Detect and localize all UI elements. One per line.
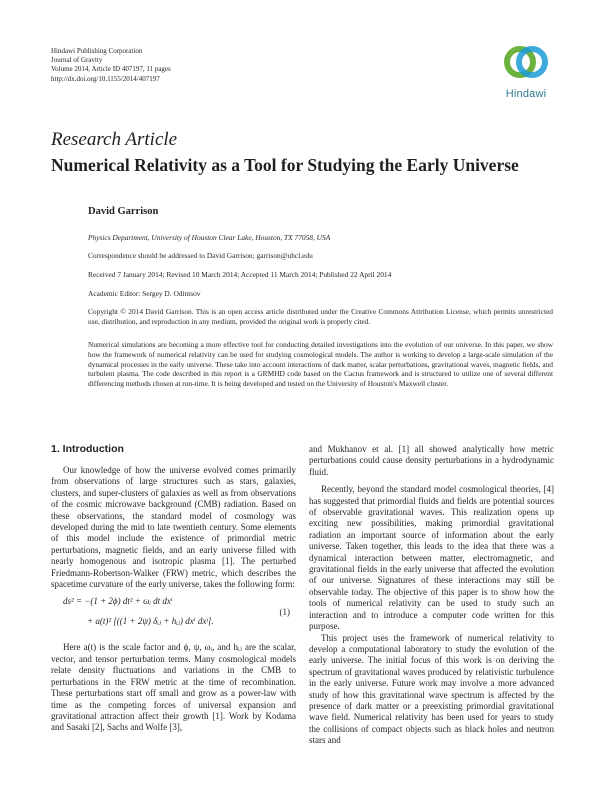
paragraph: Recently, beyond the standard model cosmological theories, [4] has suggested that primordial fluids and fields are potential sources of observable gravitational waves. This realization opens up exciting new possibilities, making primordial gravitational radiation an important source of information about the early universe. Taken together, this leads to the idea that there was a dynamical interaction between matter, electromagnetic, and gravitational fields in the early universe that affected the evolution of our universe. Signatures of these interactions may still be observable today. The objective of this paper is to show how the tools of numerical relativity can be used to study such an interaction and to introduce a computer code written for this purpose. bbox=[309, 484, 554, 632]
author-name: David Garrison bbox=[88, 206, 159, 217]
journal-header bbox=[51, 47, 171, 84]
equation-1 bbox=[51, 594, 296, 634]
paragraph: Here a(t) is the scale factor and ϕ, ψ, ωᵢ, and hᵢⱼ are the scalar, vector, and tensor perturbation terms. Many cosmological models relate density fluctuations and variations in the CMB to perturbations in the FRW metric at the time of recombination. These perturbations start off small and grow as a power-law with time as the competing forces of universal expansion and gravitational attraction affect their growth [1]. Work by Kodama and Sasaki [2], Sachs and Wolfe [3], bbox=[51, 642, 296, 733]
left-column bbox=[51, 465, 296, 734]
logo-wordmark: Hindawi bbox=[505, 88, 547, 100]
article-type: Research Article bbox=[51, 129, 178, 150]
paragraph: This project uses the framework of numerical relativity to develop a computational laboratory to study the evolution of the early universe. The initial focus of this work is on deriving the spectrum of gravitational waves produced by relativistic turbulence in the early universe. Future work may involve a more advanced study of how this gravitational wave spectrum is affected by the presence of dark matter or a preexisting primordial gravitational wave field. Numerical relativity has been used for years to study the collisions of compact objects such as black holes and neutron stars and bbox=[309, 632, 554, 746]
equation-line-2: + a(t)² [((1 + 2ψ) δᵢⱼ + hᵢⱼ) dxⁱ dxʲ]. bbox=[87, 616, 214, 627]
doi-link[interactable]: http://dx.doi.org/10.1155/2014/407197 bbox=[51, 74, 160, 83]
equation-line-1: ds² = −(1 + 2ϕ) dt² + ωᵢ dt dxⁱ bbox=[63, 596, 173, 607]
paragraph: and Mukhanov et al. [1] all showed analytically how metric perturbations could cause density perturbations in a hydrodynamic fluid. bbox=[309, 444, 554, 477]
hindawi-logo[interactable] bbox=[496, 42, 556, 104]
paragraph: Our knowledge of how the universe evolved comes primarily from observations of large structures such as stars, galaxies, clusters, and super-clusters of galaxies as well as from observations of the cosmic microwave background (CMB) radiation. Based on these observations, the standard model of cosmology was developed during the mid to late twentieth century. Some elements of this model include the existence of primordial metric perturbations, magnetic fields, and an early universe filled with nearly homogenous and isotropic plasma [1]. The perturbed Friedmann-Robertson-Walker (FRW) metric, which describes the spacetime curvature of the early universe, takes the following form: bbox=[51, 465, 296, 590]
volume-info: Volume 2014, Article ID 407197, 11 pages bbox=[51, 65, 171, 74]
article-title: Numerical Relativity as a Tool for Studying the Early Universe bbox=[51, 155, 519, 175]
abstract: Numerical simulations are becoming a more effective tool for conducting detailed investigations into the evolution of our universe. In this paper, we show how the framework of numerical relativity can be used for studying cosmological models. The author is working to develop a large-scale simulation of the dynamical processes in the early universe. These take into account interactions of dark matter, scalar perturbations, gravitational waves, magnetic fields, and turbulent plasma. The code described in this report is a GRMHD code based on the Cactus framework and is structured to utilize one of several different differencing methods chosen at run-time. It is being developed and tested on the University of Houston's Maxwell cluster. bbox=[88, 340, 553, 389]
correspondence: Correspondence should be addressed to David Garrison; garrison@uhcl.edu bbox=[88, 251, 313, 260]
author-affiliation: Physics Department, University of Houston Clear Lake, Houston, TX 77058, USA bbox=[88, 233, 331, 242]
right-column bbox=[309, 444, 554, 747]
journal-name: Journal of Gravity bbox=[51, 56, 103, 65]
section-title-introduction: 1. Introduction bbox=[51, 443, 124, 455]
equation-number: (1) bbox=[279, 607, 290, 618]
copyright-notice: Copyright © 2014 David Garrison. This is an open access article distributed under the Creative Commons Attribution License, which permits unrestricted use, distribution, and reproduction in any medium, provided the original work is properly cited. bbox=[88, 307, 553, 326]
publisher-name: Hindawi Publishing Corporation bbox=[51, 47, 143, 55]
publication-dates: Received 7 January 2014; Revised 10 March 2014; Accepted 11 March 2014; Published 22 April 2014 bbox=[88, 270, 392, 279]
academic-editor: Academic Editor: Sergey D. Odintsov bbox=[88, 289, 201, 298]
hindawi-logo-icon bbox=[496, 42, 556, 88]
